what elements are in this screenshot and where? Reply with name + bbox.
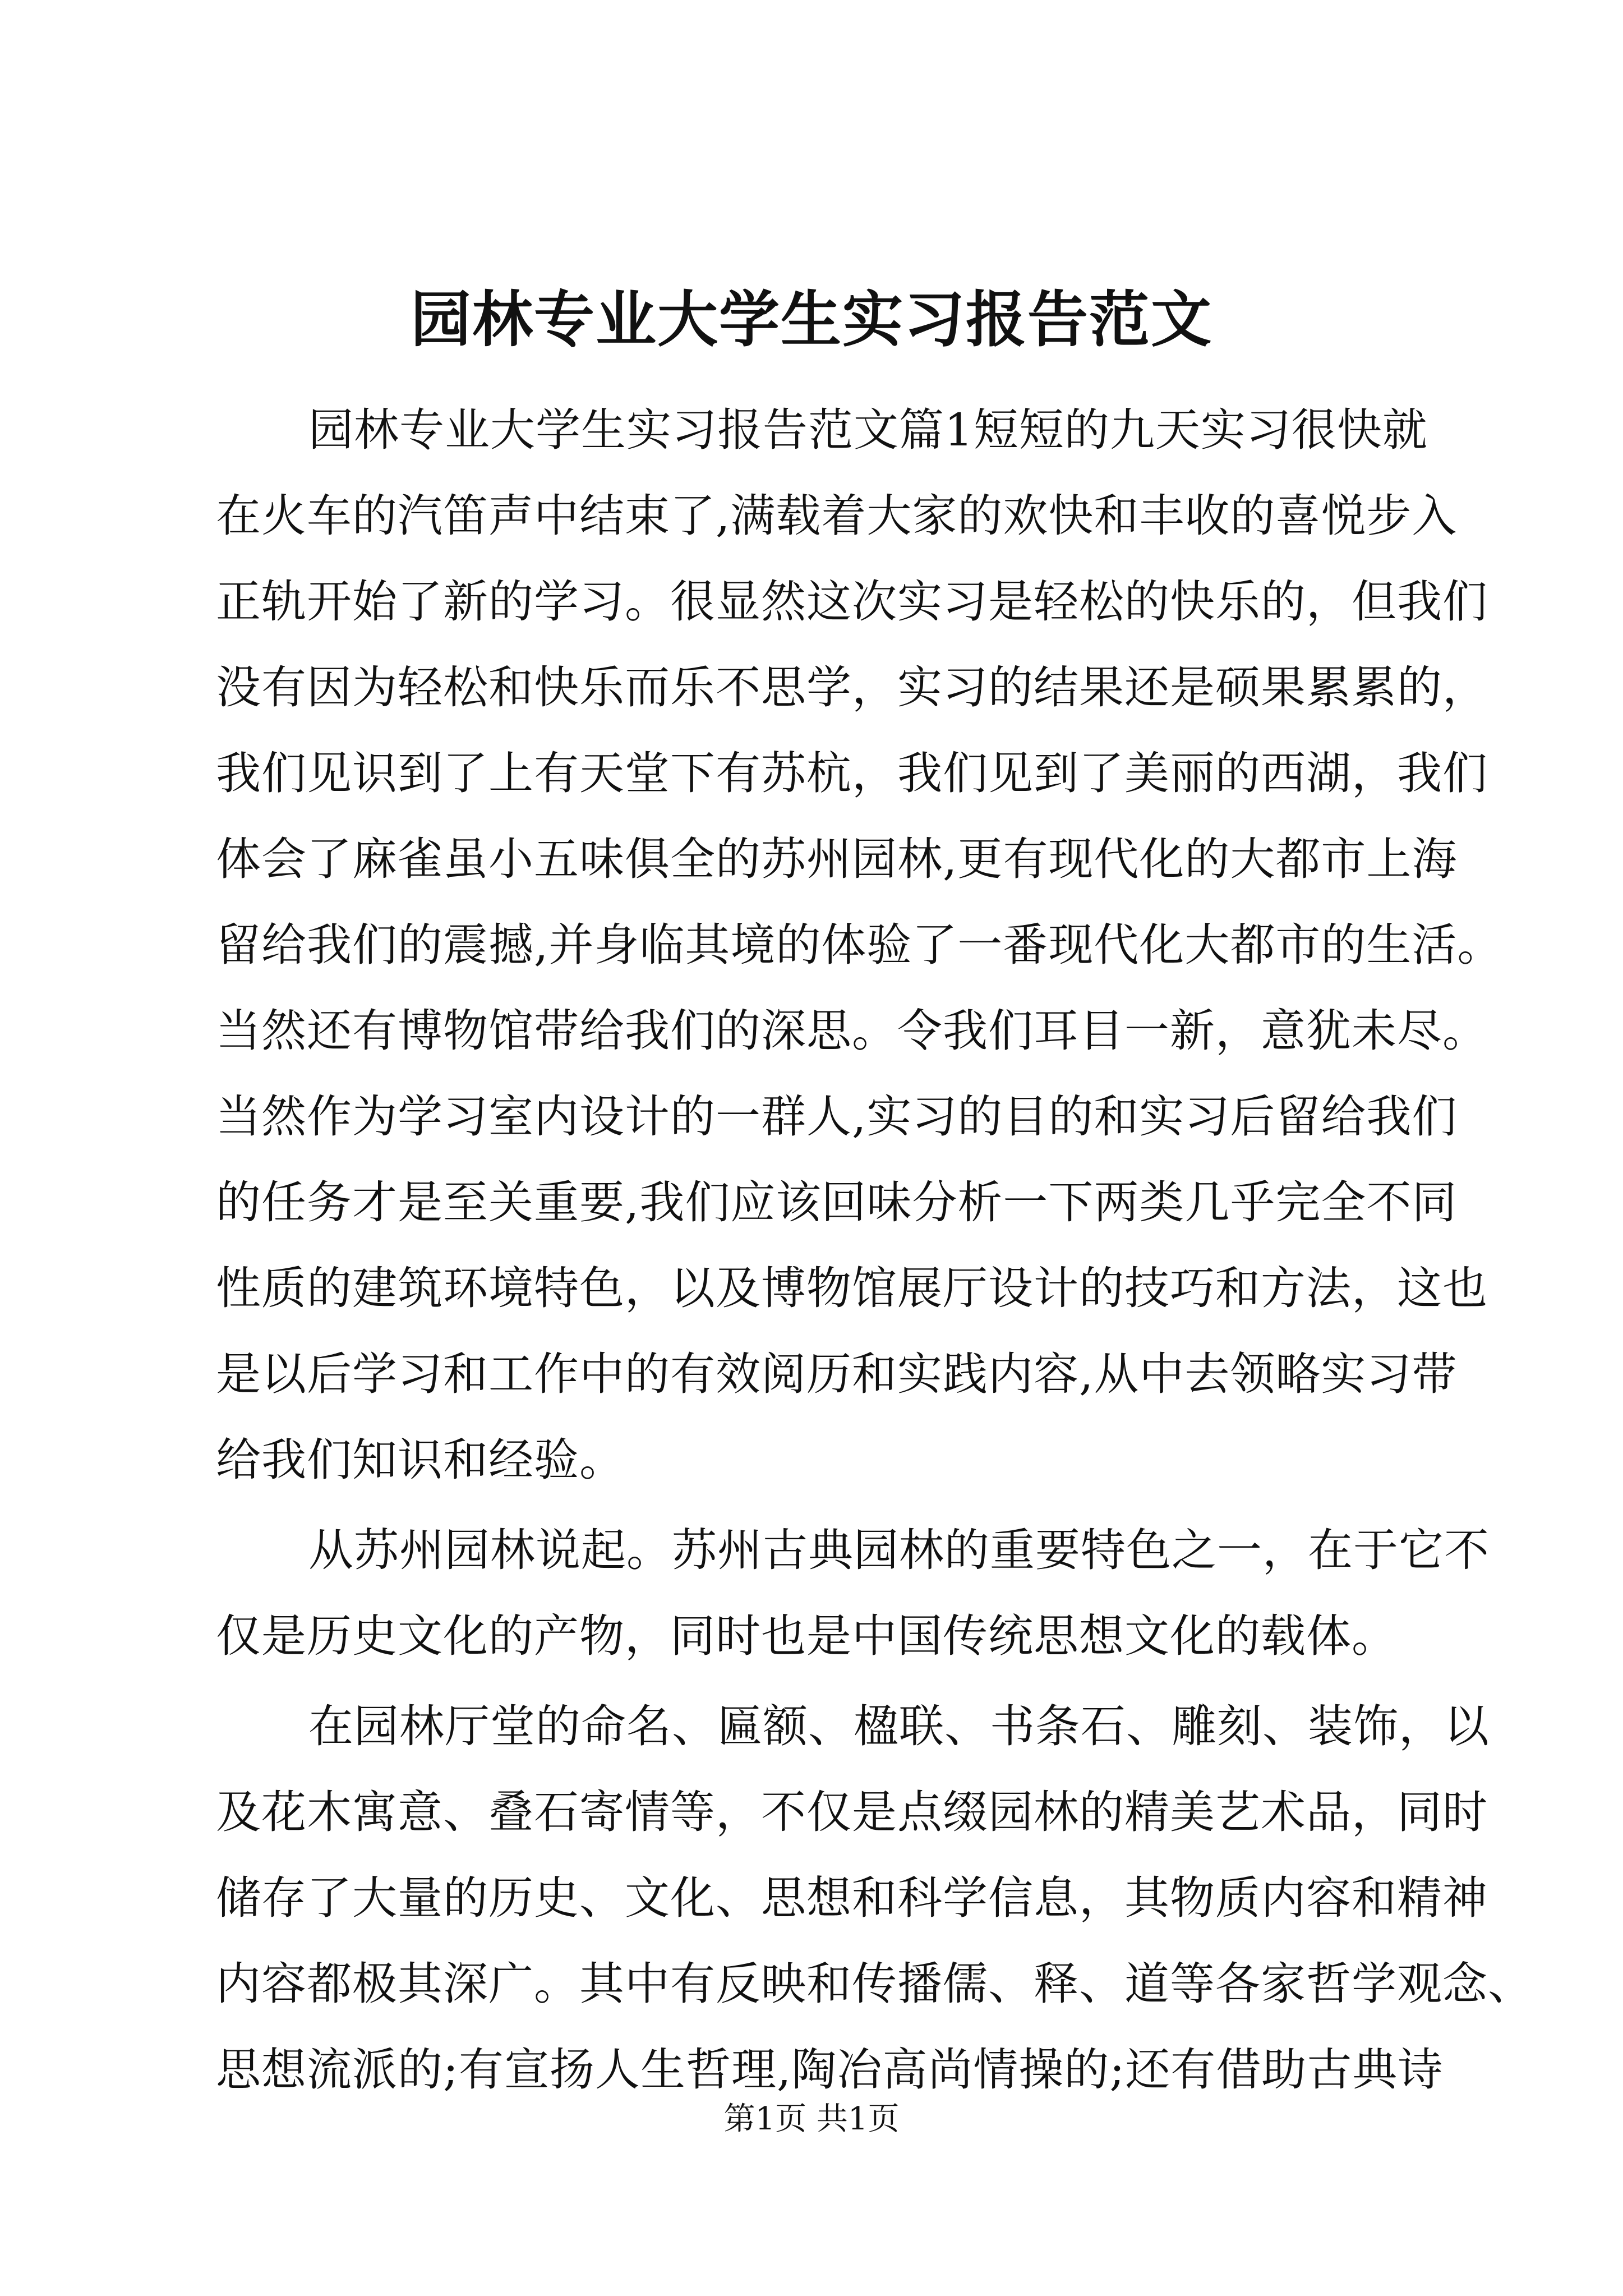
text-line: 正轨开始了新的学习。很显然这次实习是轻松的快乐的，但我们 (216, 576, 1488, 628)
text-line: 当然作为学习室内设计的一群人,实习的目的和实习后留给我们 (216, 1091, 1458, 1143)
text-line: 在园林厅堂的命名、匾额、楹联、书条石、雕刻、装饰，以 (308, 1700, 1490, 1752)
text-line: 性质的建筑环境特色，以及博物馆展厅设计的技巧和方法，这也 (216, 1262, 1488, 1314)
paragraph-2 (216, 1507, 1490, 1679)
paragraph-3 (216, 1683, 1533, 2113)
text-line: 我们见识到了上有天堂下有苏杭，我们见到了美丽的西湖，我们 (216, 747, 1488, 799)
page-footer: 第1页 共1页 (723, 2101, 900, 2137)
text-line: 内容都极其深广。其中有反映和传播儒、释、道等各家哲学观念、 (216, 1958, 1533, 2010)
text-line: 没有因为轻松和快乐而乐不思学，实习的结果还是硕果累累的， (216, 661, 1488, 714)
text-line: 储存了大量的历史、文化、思想和科学信息，其物质内容和精神 (216, 1872, 1488, 1924)
text-line: 是以后学习和工作中的有效阅历和实践内容,从中去领略实习带 (216, 1348, 1458, 1400)
text-line: 仅是历史文化的产物，同时也是中国传统思想文化的载体。 (216, 1610, 1397, 1662)
paragraph-1 (216, 387, 1503, 1503)
text-line: 的任务才是至关重要,我们应该回味分析一下两类几乎完全不同 (216, 1176, 1458, 1228)
document-body (216, 387, 1533, 2117)
text-line: 思想流派的;有宣扬人生哲理,陶冶高尚情操的;还有借助古典诗 (216, 2044, 1444, 2096)
text-line: 在火车的汽笛声中结束了,满载着大家的欢快和丰收的喜悦步入 (216, 490, 1458, 542)
text-line: 从苏州园林说起。苏州古典园林的重要特色之一，在于它不 (308, 1524, 1490, 1576)
text-line: 给我们知识和经验。 (216, 1434, 625, 1486)
text-line: 留给我们的震撼,并身临其境的体验了一番现代化大都市的生活。 (216, 919, 1503, 971)
document-title: 园林专业大学生实习报告范文 (410, 284, 1212, 355)
text-line: 及花木寓意、叠石寄情等，不仅是点缀园林的精美艺术品，同时 (216, 1786, 1488, 1838)
text-line: 体会了麻雀虽小五味俱全的苏州园林,更有现代化的大都市上海 (216, 833, 1458, 885)
text-line: 当然还有博物馆带给我们的深思。令我们耳目一新，意犹未尽。 (216, 1005, 1488, 1057)
text-line: 园林专业大学生实习报告范文篇1短短的九天实习很快就 (308, 404, 1428, 456)
